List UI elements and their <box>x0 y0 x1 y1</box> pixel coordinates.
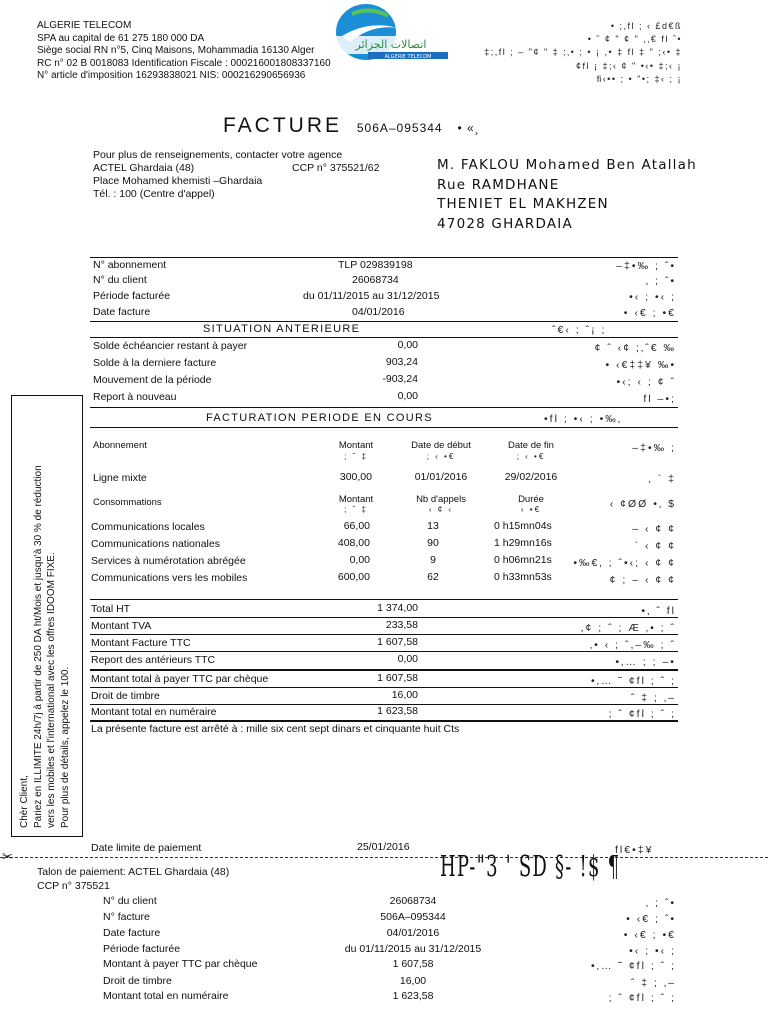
situation-arabic: ¢ ˆ ‹¢ ;‚ˆ€ ‰ <box>594 342 676 354</box>
address-line: THENIET EL MAKHZEN <box>437 196 609 212</box>
deadline-arabic: fl€•‡¥ <box>615 844 654 856</box>
promo-line: Pariez en ILLIMITE 24h/7j à partir de 250 DA ht/Mois et jusqu'à 30 % de réduction <box>32 465 44 828</box>
total-label: Total HT <box>91 603 131 615</box>
talon-arabic: ˆ ‡ ; ‚– <box>630 977 676 989</box>
arabic-line: ‡;,fl ; – "¢ " ‡ ;‚• ; • ¡ ,• ‡ fl ‡ " ;‹• ‡ <box>484 47 682 58</box>
conso-row-label: Communications nationales <box>91 538 220 550</box>
arabic-line: ﬁ‹•• ; • "•; ‡‹ ; ¡ <box>596 73 682 84</box>
company-line: SPA au capital de 61 275 180 000 DA <box>37 32 205 44</box>
arabic-header <box>484 20 682 86</box>
total-arabic: •‚… ˜ ¢fl ; ˆ ; <box>590 675 676 687</box>
scissors-icon: ✂ <box>2 849 13 864</box>
info-value: 26068734 <box>352 274 399 286</box>
total-label: Montant total en numéraire <box>91 706 217 718</box>
talon-value: 04/01/2016 <box>386 927 440 939</box>
conso-row-arabic: •‰€‚ ; ˆ•‹; ‹ ¢ ¢ <box>573 557 676 569</box>
talon-value: 1 623,58 <box>392 990 434 1002</box>
promo-text <box>18 398 72 828</box>
total-arabic: •‚… ; ; –• <box>615 656 676 668</box>
col-nb-appels: Nb d'appels <box>416 494 466 505</box>
algerie-telecom-logo <box>328 2 452 64</box>
divider <box>90 687 678 688</box>
cut-line <box>0 857 768 858</box>
info-value: TLP 029839198 <box>338 259 413 271</box>
deadline-value: 25/01/2016 <box>357 841 410 853</box>
divider <box>90 617 678 618</box>
info-label: Période facturée <box>93 290 171 302</box>
situation-arabic: • ‹€‡‡¥ ‰• <box>605 359 676 371</box>
consommations-heading: Consommations <box>93 497 162 508</box>
abonnement-row-debut: 01/01/2016 <box>414 471 468 483</box>
promo-line: vers les mobiles et l'international avec les offres IDOOM FIXE. <box>46 552 57 828</box>
col-montant: Montant <box>338 440 374 451</box>
talon-value: 506A–095344 <box>380 911 446 923</box>
address-line: Rue RAMDHANE <box>437 176 560 193</box>
conso-row-duree: 0 h33mn53s <box>494 571 552 583</box>
situation-value: -903,24 <box>382 373 418 385</box>
talon-label: Période facturée <box>103 943 181 955</box>
talon-value: 26068734 <box>389 895 437 907</box>
divider <box>90 720 678 722</box>
abonnement-row-arabic: ‚ ` ‡ <box>648 473 676 485</box>
abonnement-row-label: Ligne mixte <box>93 472 147 484</box>
talon-value: 1 607,58 <box>392 958 434 970</box>
col-date-fin: Date de fin <box>508 440 554 451</box>
total-value: 1 374,00 <box>377 602 418 614</box>
conso-row-appels: 62 <box>427 571 439 583</box>
conso-row-appels: 9 <box>430 554 436 566</box>
divider <box>90 321 678 322</box>
arabic-line: ¢fl ¡ ‡;‹ ¢ " •‹• ‡;‹ ¡ <box>575 60 682 71</box>
conso-row-label: Communications locales <box>91 521 205 533</box>
total-arabic: •‚ ˆ fl <box>641 605 676 617</box>
abonnement-arabic: –‡•‰ ; <box>632 442 676 454</box>
company-line: ALGERIE TELECOM <box>37 20 132 31</box>
logo-latin-text: ALGERIE TELECOM <box>384 54 432 60</box>
total-value: 1 623,58 <box>377 705 418 717</box>
col-duree: Durée <box>518 494 544 505</box>
abonnement-row-montant: 300,00 <box>339 471 372 483</box>
total-value: 233,58 <box>385 619 418 631</box>
arabic-line: • ;,fl ; ‹ £d€ß <box>610 21 682 31</box>
total-label: Montant total à payer TTC par chèque <box>91 673 269 685</box>
agency-ccp: CCP n° 375521/62 <box>292 162 380 174</box>
talon-arabic: • ‹€ ; •€ <box>623 929 676 941</box>
talon-label: N° du client <box>103 895 157 907</box>
total-arabic: ; ˆ ¢fl ; ˆ ; <box>608 708 676 720</box>
talon-label: Montant à payer TTC par chèque <box>103 958 258 970</box>
talon-arabic: •‚… ˜ ¢fl ; ˆ ; <box>590 960 676 972</box>
invoice-title <box>223 114 480 138</box>
company-header <box>37 20 331 83</box>
total-arabic: ,¢ ; ˆ ; Æ ‚• ; ˆ <box>580 622 676 634</box>
total-value: 0,00 <box>397 653 418 665</box>
col-date-debut: Date de début <box>411 440 471 451</box>
amount-in-words: La présente facture est arrêté à : mille six cent sept dinars et cinquante huit Cts <box>91 723 460 735</box>
conso-row-montant: 408,00 <box>337 537 370 549</box>
company-line: RC n° 02 B 0018083 Identification Fiscale : 000216001808337160 <box>37 57 331 69</box>
invoice-title-word: FACTURE <box>223 114 343 137</box>
col-arabic: ; ˆ ‡ <box>344 452 368 461</box>
divider <box>90 337 678 338</box>
divider <box>90 634 678 635</box>
situation-label: Mouvement de la période <box>93 374 212 386</box>
company-line: N° article d'imposition 16293838021 NIS: 000216290656936 <box>37 70 306 82</box>
total-label: Montant TVA <box>91 620 152 632</box>
divider <box>90 669 678 671</box>
section-title-arabic: ˆ€‹ ; ˆ¡ ; <box>552 324 607 336</box>
info-arabic: –‡•‰ ; ˆ• <box>616 260 676 272</box>
col-arabic: ‹ •€ <box>520 505 542 514</box>
total-label: Droit de timbre <box>91 690 160 702</box>
divider <box>90 599 678 600</box>
conso-row-arabic: – ‹ ¢ ¢ <box>632 523 676 535</box>
section-title-arabic: •fl ; •‹ ; •‰‚ <box>544 413 623 425</box>
talon-line: Talon de paiement: ACTEL Ghardaia (48) <box>37 866 230 878</box>
invoice-title-arabic: • «¸ <box>457 121 480 135</box>
abonnement-row-fin: 29/02/2016 <box>504 471 558 483</box>
info-value: 04/01/2016 <box>352 306 405 318</box>
logo-arabic-text: اتصالات الجزائر <box>355 38 427 51</box>
divider <box>90 257 678 258</box>
conso-row-arabic: ¢ ; – ‹ ¢ ¢ <box>609 574 676 586</box>
info-label: N° abonnement <box>93 259 167 271</box>
conso-row-duree: 1 h29mn16s <box>494 537 552 549</box>
agency-line: Tél. : 100 (Centre d'appel) <box>93 188 215 200</box>
talon-arabic: ; ˆ ¢fl ; ˆ ; <box>608 992 676 1004</box>
talon-arabic: • ‹€ ; ˆ• <box>626 913 676 925</box>
section-title-situation: SITUATION ANTERIEURE <box>203 323 361 335</box>
situation-value: 903,24 <box>385 356 418 368</box>
info-arabic: ‚ ; ˆ• <box>645 275 676 287</box>
agency-line: Pour plus de renseignements, contacter votre agence <box>93 149 343 161</box>
conso-row-duree: 0 h15mn04s <box>494 520 552 532</box>
section-title-period: FACTURATION PERIODE EN COURS <box>206 412 433 424</box>
situation-arabic: •‹; ‹ ; ¢ ˆ <box>616 376 676 388</box>
talon-label: Droit de timbre <box>103 975 172 987</box>
talon-value: du 01/11/2015 au 31/12/2015 <box>344 943 482 955</box>
info-label: N° du client <box>93 274 147 286</box>
talon-label: N° facture <box>103 911 150 923</box>
talon-value: 16,00 <box>399 975 427 987</box>
divider <box>90 427 678 428</box>
divider <box>90 651 678 652</box>
info-label: Date facture <box>93 306 151 318</box>
col-arabic: ‹ ¢ ‹ <box>428 505 454 514</box>
conso-row-montant: 0,00 <box>349 554 370 566</box>
arabic-line: • ˜ ¢ " ¢ " ,‚€ fl ˆ• <box>587 34 682 45</box>
agency-block <box>93 149 342 201</box>
talon-label: Date facture <box>103 927 161 939</box>
conso-row-montant: 600,00 <box>337 571 370 583</box>
situation-value: 0,00 <box>397 339 418 351</box>
conso-row-duree: 0 h06mn21s <box>494 554 552 566</box>
promo-line: Chèr Client, <box>19 775 30 828</box>
col-montant: Montant <box>338 494 374 505</box>
info-value: du 01/11/2015 au 31/12/2015 <box>303 290 440 302</box>
conso-row-appels: 90 <box>427 537 439 549</box>
abonnement-heading: Abonnement <box>93 440 147 451</box>
situation-label: Solde échéancier restant à payer <box>93 340 248 352</box>
conso-row-montant: 66,00 <box>343 520 370 532</box>
conso-row-arabic: ` ‹ ¢ ¢ <box>634 540 676 552</box>
address-line: 47028 GHARDAIA <box>437 215 573 232</box>
company-line: Siège social RN n°5, Cinq Maisons, Mohammadia 16130 Alger <box>37 45 315 57</box>
agency-line: Place Mohamed khemisti –Ghardaia <box>93 175 263 187</box>
client-address <box>437 156 697 234</box>
situation-value: 0,00 <box>397 390 418 402</box>
col-arabic: ; ˆ ‡ <box>344 505 368 514</box>
total-label: Montant Facture TTC <box>91 637 191 649</box>
consommations-arabic: ‹ ¢ØØ •‚ $ <box>609 498 676 510</box>
address-line: M. FAKLOU Mohamed Ben Atallah <box>437 157 697 173</box>
info-arabic: •‹ ; •‹ ; <box>629 291 676 303</box>
divider <box>90 407 678 408</box>
total-label: Report des antérieurs TTC <box>91 654 216 666</box>
promo-line: Pour plus de détails, appelez le 100. <box>59 666 71 828</box>
total-arabic: ‚• ‹ ; ˆ,–‰ ; ˆ <box>589 639 676 651</box>
situation-label: Solde à la derniere facture <box>93 357 217 369</box>
total-value: 1 607,58 <box>377 636 418 648</box>
situation-label: Report à nouveau <box>93 391 177 403</box>
payment-code: HP-"3 ' SD §- !$ ¶ <box>440 849 621 883</box>
col-arabic: ; ‹ •€ <box>516 452 546 461</box>
conso-row-label: Communications vers les mobiles <box>91 572 248 584</box>
total-value: 16,00 <box>391 689 418 701</box>
talon-line: CCP n° 375521 <box>37 880 110 892</box>
conso-row-label: Services à numérotation abrégée <box>91 555 246 567</box>
talon-label: Montant total en numéraire <box>103 990 229 1002</box>
deadline-label: Date limite de paiement <box>91 842 202 854</box>
total-arabic: ˆ ‡ ; ‚– <box>630 692 676 704</box>
talon-arabic: •‹ ; •‹ ; <box>629 945 676 957</box>
info-arabic: • ‹€ ; •€ <box>623 307 676 319</box>
total-value: 1 607,58 <box>377 672 418 684</box>
col-arabic: ; ‹ •€ <box>426 452 456 461</box>
situation-arabic: fl –•; <box>643 393 676 405</box>
conso-row-appels: 13 <box>427 520 439 532</box>
agency-line: ACTEL Ghardaia (48) <box>93 162 195 174</box>
talon-arabic: ‚ ; ˆ• <box>645 897 676 909</box>
invoice-number: 506A–095344 <box>356 121 443 135</box>
